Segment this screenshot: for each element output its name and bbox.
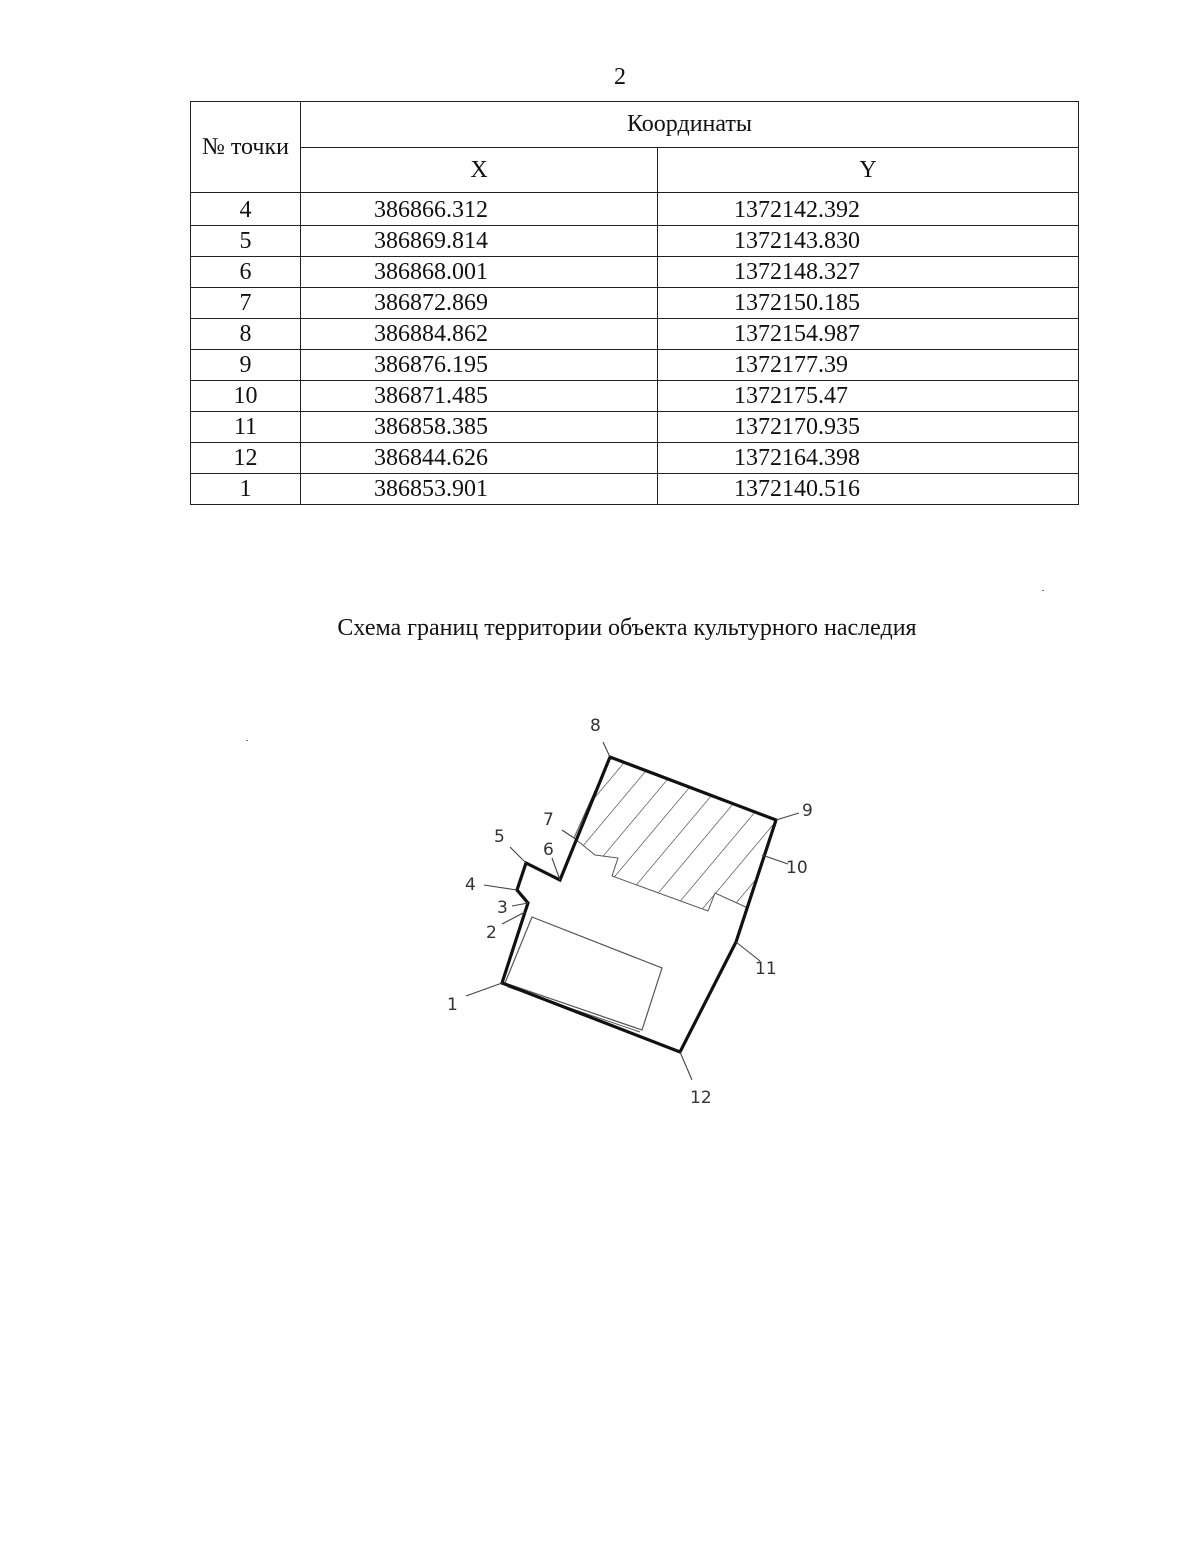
scheme-title: Схема границ территории объекта культурного наследия [337,615,917,641]
header-y: Y [658,148,1079,193]
x-cell: 386869.814 [301,226,658,257]
y-cell: 1372150.185 [658,288,1079,319]
y-cell: 1372143.830 [658,226,1079,257]
point-label-6: 6 [543,840,554,860]
point-label-3: 3 [497,898,508,918]
point-label-9: 9 [802,801,813,821]
header-coordinates: Координаты [301,102,1079,148]
y-cell: 1372177.39 [658,350,1079,381]
point-label-4: 4 [465,875,476,895]
table-row [191,319,1079,350]
y-cell: 1372142.392 [658,193,1079,226]
table-row [191,412,1079,443]
table-row [191,288,1079,319]
point-cell: 8 [191,319,301,350]
table-row [191,443,1079,474]
x-cell: 386858.385 [301,412,658,443]
y-cell: 1372175.47 [658,381,1079,412]
point-label-2: 2 [486,923,497,943]
x-cell: 386868.001 [301,257,658,288]
point-label-1: 1 [447,995,458,1015]
table-row [191,257,1079,288]
header-point-number: № точки [191,102,301,193]
boundary-scheme [430,700,850,1120]
point-label-10: 10 [786,858,808,878]
x-cell: 386872.869 [301,288,658,319]
point-cell: 10 [191,381,301,412]
x-cell: 386876.195 [301,350,658,381]
table-row [191,381,1079,412]
point-label-7: 7 [543,810,554,830]
x-cell: 386866.312 [301,193,658,226]
table-row [191,226,1079,257]
point-label-8: 8 [590,716,601,736]
x-cell: 386844.626 [301,443,658,474]
point-cell: 5 [191,226,301,257]
y-cell: 1372140.516 [658,474,1079,505]
scan-speck [246,740,248,741]
y-cell: 1372164.398 [658,443,1079,474]
point-cell: 6 [191,257,301,288]
y-cell: 1372170.935 [658,412,1079,443]
point-label-12: 12 [690,1088,712,1108]
x-cell: 386871.485 [301,381,658,412]
table-row [191,350,1079,381]
y-cell: 1372148.327 [658,257,1079,288]
point-label-5: 5 [494,827,505,847]
point-cell: 7 [191,288,301,319]
point-cell: 11 [191,412,301,443]
page-number: 2 [614,64,626,90]
point-cell: 9 [191,350,301,381]
coordinates-table [190,101,1079,505]
header-x: X [301,148,658,193]
point-label-11: 11 [755,959,777,979]
point-cell: 4 [191,193,301,226]
x-cell: 386853.901 [301,474,658,505]
table-row [191,474,1079,505]
scan-speck [1042,590,1044,591]
y-cell: 1372154.987 [658,319,1079,350]
point-cell: 12 [191,443,301,474]
table-row [191,193,1079,226]
point-cell: 1 [191,474,301,505]
x-cell: 386884.862 [301,319,658,350]
